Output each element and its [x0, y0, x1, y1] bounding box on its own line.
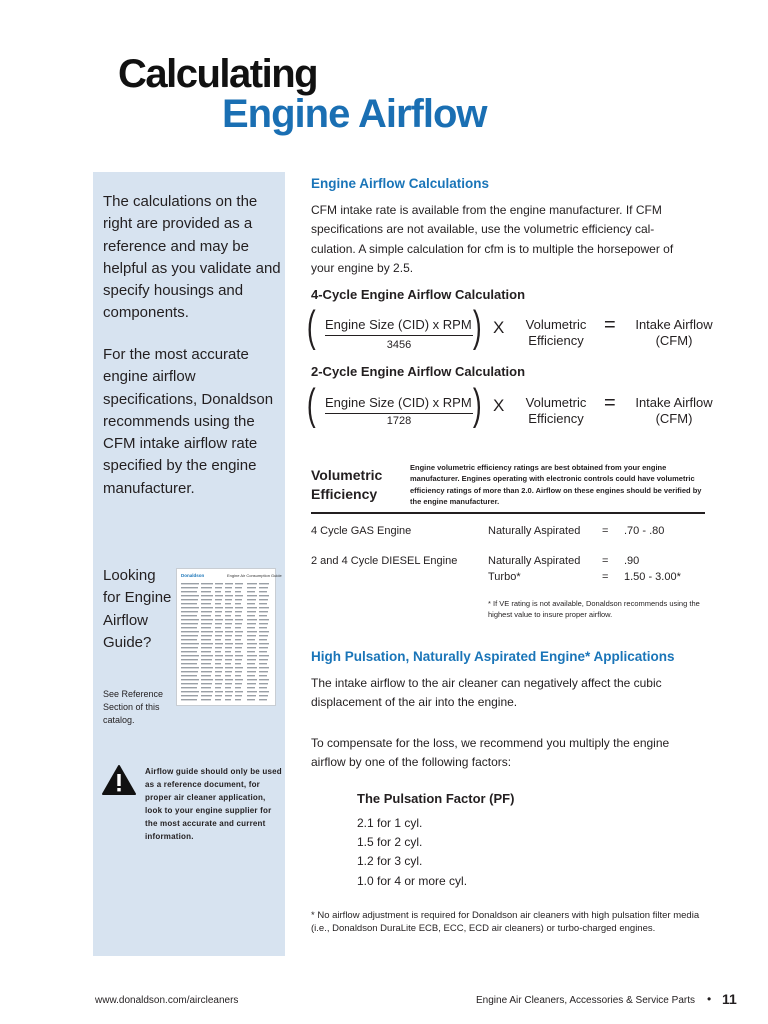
guide-table-line: [247, 651, 255, 652]
guide-table-line: [235, 647, 242, 648]
guide-table-line: [181, 615, 197, 616]
guide-table-line: [181, 663, 197, 664]
guide-table-line: [225, 607, 233, 608]
guide-table-line: [259, 687, 267, 688]
two-cycle-right-paren: ): [472, 380, 482, 429]
guide-table-line: [215, 603, 221, 604]
guide-table-line: [215, 599, 222, 600]
guide-table-line: [181, 627, 197, 628]
guide-table-line: [215, 651, 221, 652]
four-cycle-equals: =: [604, 314, 616, 336]
guide-table-line: [215, 639, 221, 640]
guide-table-line: [225, 631, 233, 632]
guide-table-line: [181, 603, 197, 604]
two-cycle-fraction-bar: [325, 413, 473, 414]
guide-table-line: [247, 647, 256, 648]
two-cycle-left-paren: (: [306, 380, 316, 429]
guide-table-line: [225, 671, 232, 672]
guide-table-line: [201, 599, 212, 600]
guide-table-line: [225, 695, 232, 696]
guide-table-line: [215, 619, 223, 620]
guide-table-line: [225, 651, 231, 652]
four-cycle-heading: 4-Cycle Engine Airflow Calculation: [311, 287, 526, 302]
ve-heading-line2: Efficiency: [311, 486, 378, 502]
ve-row-eq: =: [602, 555, 609, 567]
guide-table-line: [225, 655, 233, 656]
guide-table-line: [201, 683, 212, 684]
guide-table-line: [215, 611, 222, 612]
guide-table-line: [225, 587, 232, 588]
guide-table-line: [201, 631, 213, 632]
guide-table-line: [259, 683, 268, 684]
guide-table-line: [235, 623, 242, 624]
guide-table-line: [247, 679, 257, 680]
guide-table-line: [201, 671, 212, 672]
guide-table-line: [181, 647, 198, 648]
four-cycle-right-paren: ): [472, 302, 482, 351]
guide-table-line: [181, 591, 197, 592]
guide-table-line: [215, 655, 223, 656]
guide-table-line: [247, 635, 256, 636]
guide-table-line: [259, 619, 269, 620]
pulsation-footnote: * No airflow adjustment is required for Donaldson air cleaners with high pulsation filter media (i.e., Donaldson DuraLite ECB, ECC, ECD air cleaners) or turbo-charged engines.: [311, 910, 700, 934]
guide-table-line: [201, 639, 211, 640]
guide-table-line: [181, 671, 198, 672]
guide-table-line: [247, 607, 257, 608]
guide-table-line: [201, 691, 213, 692]
guide-table-line: [215, 583, 223, 584]
guide-table-line: [201, 619, 213, 620]
guide-table-line: [225, 619, 233, 620]
guide-table-line: [259, 643, 269, 644]
guide-table-line: [215, 671, 222, 672]
guide-table-line: [247, 615, 255, 616]
guide-table-line: [201, 607, 213, 608]
guide-table-line: [225, 627, 231, 628]
guide-table-line: [259, 639, 267, 640]
guide-table-line: [215, 663, 221, 664]
guide-table-graphic: [177, 569, 282, 705]
guide-table-line: [259, 667, 269, 668]
guide-table-line: [259, 675, 267, 676]
guide-table-line: [247, 667, 257, 668]
guide-table-line: [181, 607, 199, 608]
guide-table-line: [201, 679, 213, 680]
four-cycle-left-paren: (: [306, 302, 316, 351]
guide-table-line: [247, 643, 257, 644]
four-cycle-numerator: Engine Size (CID) x RPM: [325, 317, 472, 332]
guide-table-line: [225, 679, 233, 680]
guide-table-line: [201, 615, 211, 616]
guide-table-line: [247, 675, 255, 676]
guide-table-line: [215, 687, 221, 688]
ve-footnote: * If VE rating is not available, Donaldson recommends using the highest value to insure proper airflow.: [488, 599, 700, 620]
guide-table-line: [247, 695, 256, 696]
guide-table-line: [215, 691, 223, 692]
ve-heading-line1: Volumetric: [311, 467, 383, 483]
guide-table-line: [215, 683, 222, 684]
guide-table-line: [235, 639, 241, 640]
guide-table-line: [181, 587, 198, 588]
guide-table-line: [181, 679, 199, 680]
guide-table-line: [235, 695, 242, 696]
guide-table-line: [225, 659, 232, 660]
guide-table-line: [259, 695, 268, 696]
guide-table-line: [201, 663, 211, 664]
guide-table-line: [235, 635, 242, 636]
guide-table-line: [259, 595, 269, 596]
guide-table-line: [181, 699, 197, 700]
guide-table-line: [201, 699, 211, 700]
guide-table-line: [215, 695, 222, 696]
ve-row-eq: =: [602, 525, 609, 537]
guide-table-line: [259, 655, 269, 656]
guide-table-line: [215, 699, 221, 700]
guide-table-line: [259, 663, 267, 664]
guide-table-line: [201, 623, 212, 624]
guide-table-line: [247, 659, 256, 660]
guide-table-line: [259, 635, 268, 636]
four-cycle-denominator: 3456: [386, 339, 412, 351]
guide-table-line: [235, 607, 243, 608]
guide-table-line: [235, 587, 242, 588]
guide-table-line: [181, 667, 199, 668]
guide-table-line: [225, 623, 232, 624]
guide-table-line: [215, 595, 223, 596]
ve-row-type: Naturally Aspirated: [488, 525, 581, 537]
guide-table-line: [247, 583, 257, 584]
ve-heading: [311, 466, 382, 504]
guide-table-line: [235, 667, 243, 668]
guide-table-line: [225, 591, 231, 592]
ve-row-type: Naturally Aspirated: [488, 555, 581, 567]
guide-table-line: [201, 675, 211, 676]
guide-table-line: [235, 627, 241, 628]
guide-table-line: [235, 611, 242, 612]
guide-table-line: [247, 611, 256, 612]
page-title-line1: Calculating: [118, 52, 318, 96]
guide-table-line: [215, 623, 222, 624]
guide-table-line: [201, 659, 212, 660]
guide-table-line: [235, 631, 243, 632]
guide-table-line: [235, 651, 241, 652]
guide-table-line: [215, 647, 222, 648]
page-number: 11: [722, 991, 737, 1007]
ve-row-value: 1.50 - 3.00*: [624, 571, 681, 583]
guide-table-line: [201, 603, 211, 604]
guide-table-line: [235, 683, 242, 684]
guide-table-line: [201, 651, 211, 652]
ve-divider: [311, 512, 705, 514]
guide-table-line: [225, 667, 233, 668]
guide-table-line: [247, 683, 256, 684]
calc-heading: Engine Airflow Calculations: [311, 176, 490, 191]
guide-table-line: [235, 619, 243, 620]
guide-table-line: [247, 627, 255, 628]
guide-table-line: [201, 583, 213, 584]
guide-table-line: [235, 615, 241, 616]
guide-table-line: [235, 659, 242, 660]
two-cycle-equals: =: [604, 392, 616, 414]
ve-row-value: .90: [624, 555, 640, 567]
guide-table-line: [259, 591, 267, 592]
guide-table-line: [247, 591, 255, 592]
guide-table-line: [235, 603, 241, 604]
four-cycle-fraction-bar: [325, 335, 473, 336]
guide-table-line: [259, 691, 269, 692]
pulsation-heading: High Pulsation, Naturally Aspirated Engine* Applications: [311, 649, 675, 664]
guide-table-line: [259, 627, 267, 628]
guide-table-line: [259, 603, 267, 604]
guide-table-line: [247, 603, 255, 604]
guide-table-line: [181, 583, 199, 584]
sidebar-see-reference: See Reference Section of this catalog.: [103, 689, 164, 725]
pf-factor: 2.1 for 1 cyl.: [357, 816, 423, 830]
four-cycle-times: X: [493, 318, 505, 337]
footer-bullet: •: [707, 992, 712, 1006]
four-cycle-ve: Volumetric Efficiency: [525, 317, 587, 348]
guide-table-line: [235, 655, 243, 656]
guide-table-line: [235, 591, 241, 592]
guide-table-line: [215, 643, 223, 644]
footer-section: Engine Air Cleaners, Accessories & Service Parts: [476, 995, 695, 1006]
guide-table-line: [215, 615, 221, 616]
guide-table-line: [201, 635, 212, 636]
warning-text: Airflow guide should only be used as a reference document, for proper air cleaner application, look to your engine supplier for the most accurate and current information.: [145, 767, 282, 841]
guide-table-line: [259, 671, 268, 672]
guide-table-line: [225, 683, 232, 684]
guide-table-line: [235, 687, 241, 688]
guide-table-line: [181, 675, 197, 676]
guide-table-line: [235, 583, 243, 584]
two-cycle-times: X: [493, 396, 505, 415]
guide-table-line: [181, 687, 197, 688]
guide-table-line: [247, 655, 257, 656]
guide-table-line: [225, 635, 232, 636]
guide-table-line: [247, 639, 255, 640]
guide-table-line: [225, 663, 231, 664]
guide-table-line: [225, 615, 231, 616]
guide-table-line: [235, 691, 243, 692]
guide-table-line: [247, 671, 256, 672]
pulsation-para2: To compensate for the loss, we recommend you multiply the engine airflow by one of the following factors:: [311, 736, 670, 770]
page-title-line2: Engine Airflow: [222, 92, 487, 136]
guide-table-line: [259, 583, 269, 584]
guide-table-line: [225, 675, 231, 676]
guide-table-line: [247, 687, 255, 688]
guide-table-line: [235, 671, 242, 672]
guide-table-line: [181, 623, 198, 624]
guide-table-line: [215, 627, 221, 628]
guide-table-line: [181, 643, 199, 644]
guide-table-line: [181, 659, 198, 660]
guide-table-line: [225, 687, 231, 688]
guide-table-line: [225, 647, 232, 648]
guide-table-line: [215, 591, 221, 592]
ve-row-engine: 2 and 4 Cycle DIESEL Engine: [311, 555, 458, 567]
guide-table-line: [247, 691, 257, 692]
guide-table-line: [247, 631, 257, 632]
guide-table-line: [215, 679, 223, 680]
four-cycle-result: Intake Airflow (CFM): [635, 317, 713, 348]
calc-intro: CFM intake rate is available from the engine manufacturer. If CFM specifications are not available, use the volumetric efficiency cal-culation. A simple calculation for cfm is to multiple the horsepower of your engine by 2.5.: [311, 203, 674, 275]
guide-table-line: [259, 659, 268, 660]
guide-table-line: [259, 611, 268, 612]
guide-table-line: [259, 679, 269, 680]
guide-table-line: [215, 675, 221, 676]
guide-table-line: [235, 675, 241, 676]
guide-table-line: [181, 619, 199, 620]
guide-title-text: Engine Air Consumption Guide: [227, 573, 282, 578]
guide-table-line: [201, 647, 212, 648]
guide-table-line: [201, 667, 213, 668]
guide-table-line: [215, 667, 223, 668]
guide-table-line: [225, 595, 233, 596]
guide-table-line: [247, 623, 256, 624]
guide-table-line: [225, 639, 231, 640]
two-cycle-numerator: Engine Size (CID) x RPM: [325, 395, 472, 410]
guide-table-line: [181, 655, 199, 656]
guide-table-line: [259, 647, 268, 648]
guide-table-line: [247, 595, 257, 596]
guide-table-line: [259, 623, 268, 624]
guide-table-line: [181, 635, 198, 636]
guide-table-line: [215, 635, 222, 636]
guide-table-line: [235, 599, 242, 600]
pf-factor: 1.5 for 2 cyl.: [357, 835, 423, 849]
guide-table-line: [201, 655, 213, 656]
ve-row-value: .70 - .80: [624, 525, 665, 537]
guide-table-line: [215, 587, 222, 588]
guide-table-line: [201, 627, 211, 628]
guide-table-line: [181, 651, 197, 652]
guide-table-line: [259, 587, 268, 588]
ve-note: Engine volumetric efficiency ratings are best obtained from your engine manufacturer. Engines operating with electronic controls could have volumetric efficiency ratings of more than 2.0. Airflow on these engines should be verified by the engine manufacturer.: [410, 463, 702, 506]
guide-logo-text: Donaldson: [181, 573, 205, 578]
guide-table-line: [201, 595, 213, 596]
sidebar-looking-for-guide: Looking for Engine Airflow Guide?: [103, 567, 172, 651]
guide-table-line: [201, 643, 213, 644]
sidebar-intro: The calculations on the right are provided as a reference and may be helpful as you validate and specify housings and components.: [103, 193, 281, 322]
two-cycle-result: Intake Airflow (CFM): [635, 395, 713, 426]
guide-table-line: [181, 695, 198, 696]
pf-factor: 1.0 for 4 or more cyl.: [357, 874, 468, 888]
guide-table-line: [201, 687, 211, 688]
guide-table-line: [181, 691, 199, 692]
guide-table-line: [259, 615, 267, 616]
guide-table-line: [181, 599, 198, 600]
two-cycle-ve: Volumetric Efficiency: [525, 395, 587, 426]
guide-table-line: [181, 639, 197, 640]
guide-table-line: [247, 663, 255, 664]
two-cycle-heading: 2-Cycle Engine Airflow Calculation: [311, 364, 526, 379]
guide-table-line: [225, 699, 231, 700]
guide-table-line: [201, 591, 211, 592]
guide-table-line: [181, 683, 198, 684]
guide-table-line: [247, 619, 257, 620]
guide-table-line: [215, 631, 223, 632]
guide-table-line: [259, 651, 267, 652]
guide-table-line: [235, 595, 243, 596]
guide-table-line: [259, 631, 269, 632]
guide-table-line: [181, 595, 199, 596]
guide-table-line: [259, 607, 269, 608]
warning-icon: [101, 764, 137, 801]
guide-table-line: [181, 631, 199, 632]
guide-table-line: [215, 607, 223, 608]
guide-table-line: [201, 695, 212, 696]
ve-row-type: Turbo*: [488, 571, 521, 583]
guide-table-line: [247, 599, 256, 600]
guide-table-line: [235, 663, 241, 664]
guide-table-line: [247, 699, 255, 700]
guide-table-line: [201, 587, 212, 588]
guide-table-line: [181, 611, 198, 612]
guide-table-line: [259, 599, 268, 600]
guide-table-line: [247, 587, 256, 588]
ve-row-engine: 4 Cycle GAS Engine: [311, 525, 412, 537]
guide-table-line: [235, 699, 241, 700]
guide-table-line: [225, 603, 231, 604]
pulsation-para1: The intake airflow to the air cleaner can negatively affect the cubic displacement of the air into the engine.: [311, 676, 662, 710]
guide-table-line: [201, 611, 212, 612]
guide-table-line: [225, 643, 233, 644]
guide-table-line: [225, 583, 233, 584]
ve-row-eq: =: [602, 571, 609, 583]
airflow-guide-thumbnail: [176, 568, 282, 706]
guide-table-line: [225, 599, 232, 600]
guide-table-line: [235, 679, 243, 680]
sidebar-recommendation: For the most accurate engine airflow specifications, Donaldson recommends using the CFM intake airflow rate specified by the engine manufacturer.: [103, 346, 274, 497]
guide-table-line: [235, 643, 243, 644]
pf-factor: 1.2 for 3 cyl.: [357, 854, 423, 868]
guide-table-line: [225, 611, 232, 612]
guide-table-line: [225, 691, 233, 692]
two-cycle-denominator: 1728: [386, 415, 412, 427]
footer-url[interactable]: www.donaldson.com/aircleaners: [95, 995, 239, 1006]
pf-heading: The Pulsation Factor (PF): [357, 791, 515, 806]
guide-table-line: [259, 699, 267, 700]
guide-table-line: [215, 659, 222, 660]
